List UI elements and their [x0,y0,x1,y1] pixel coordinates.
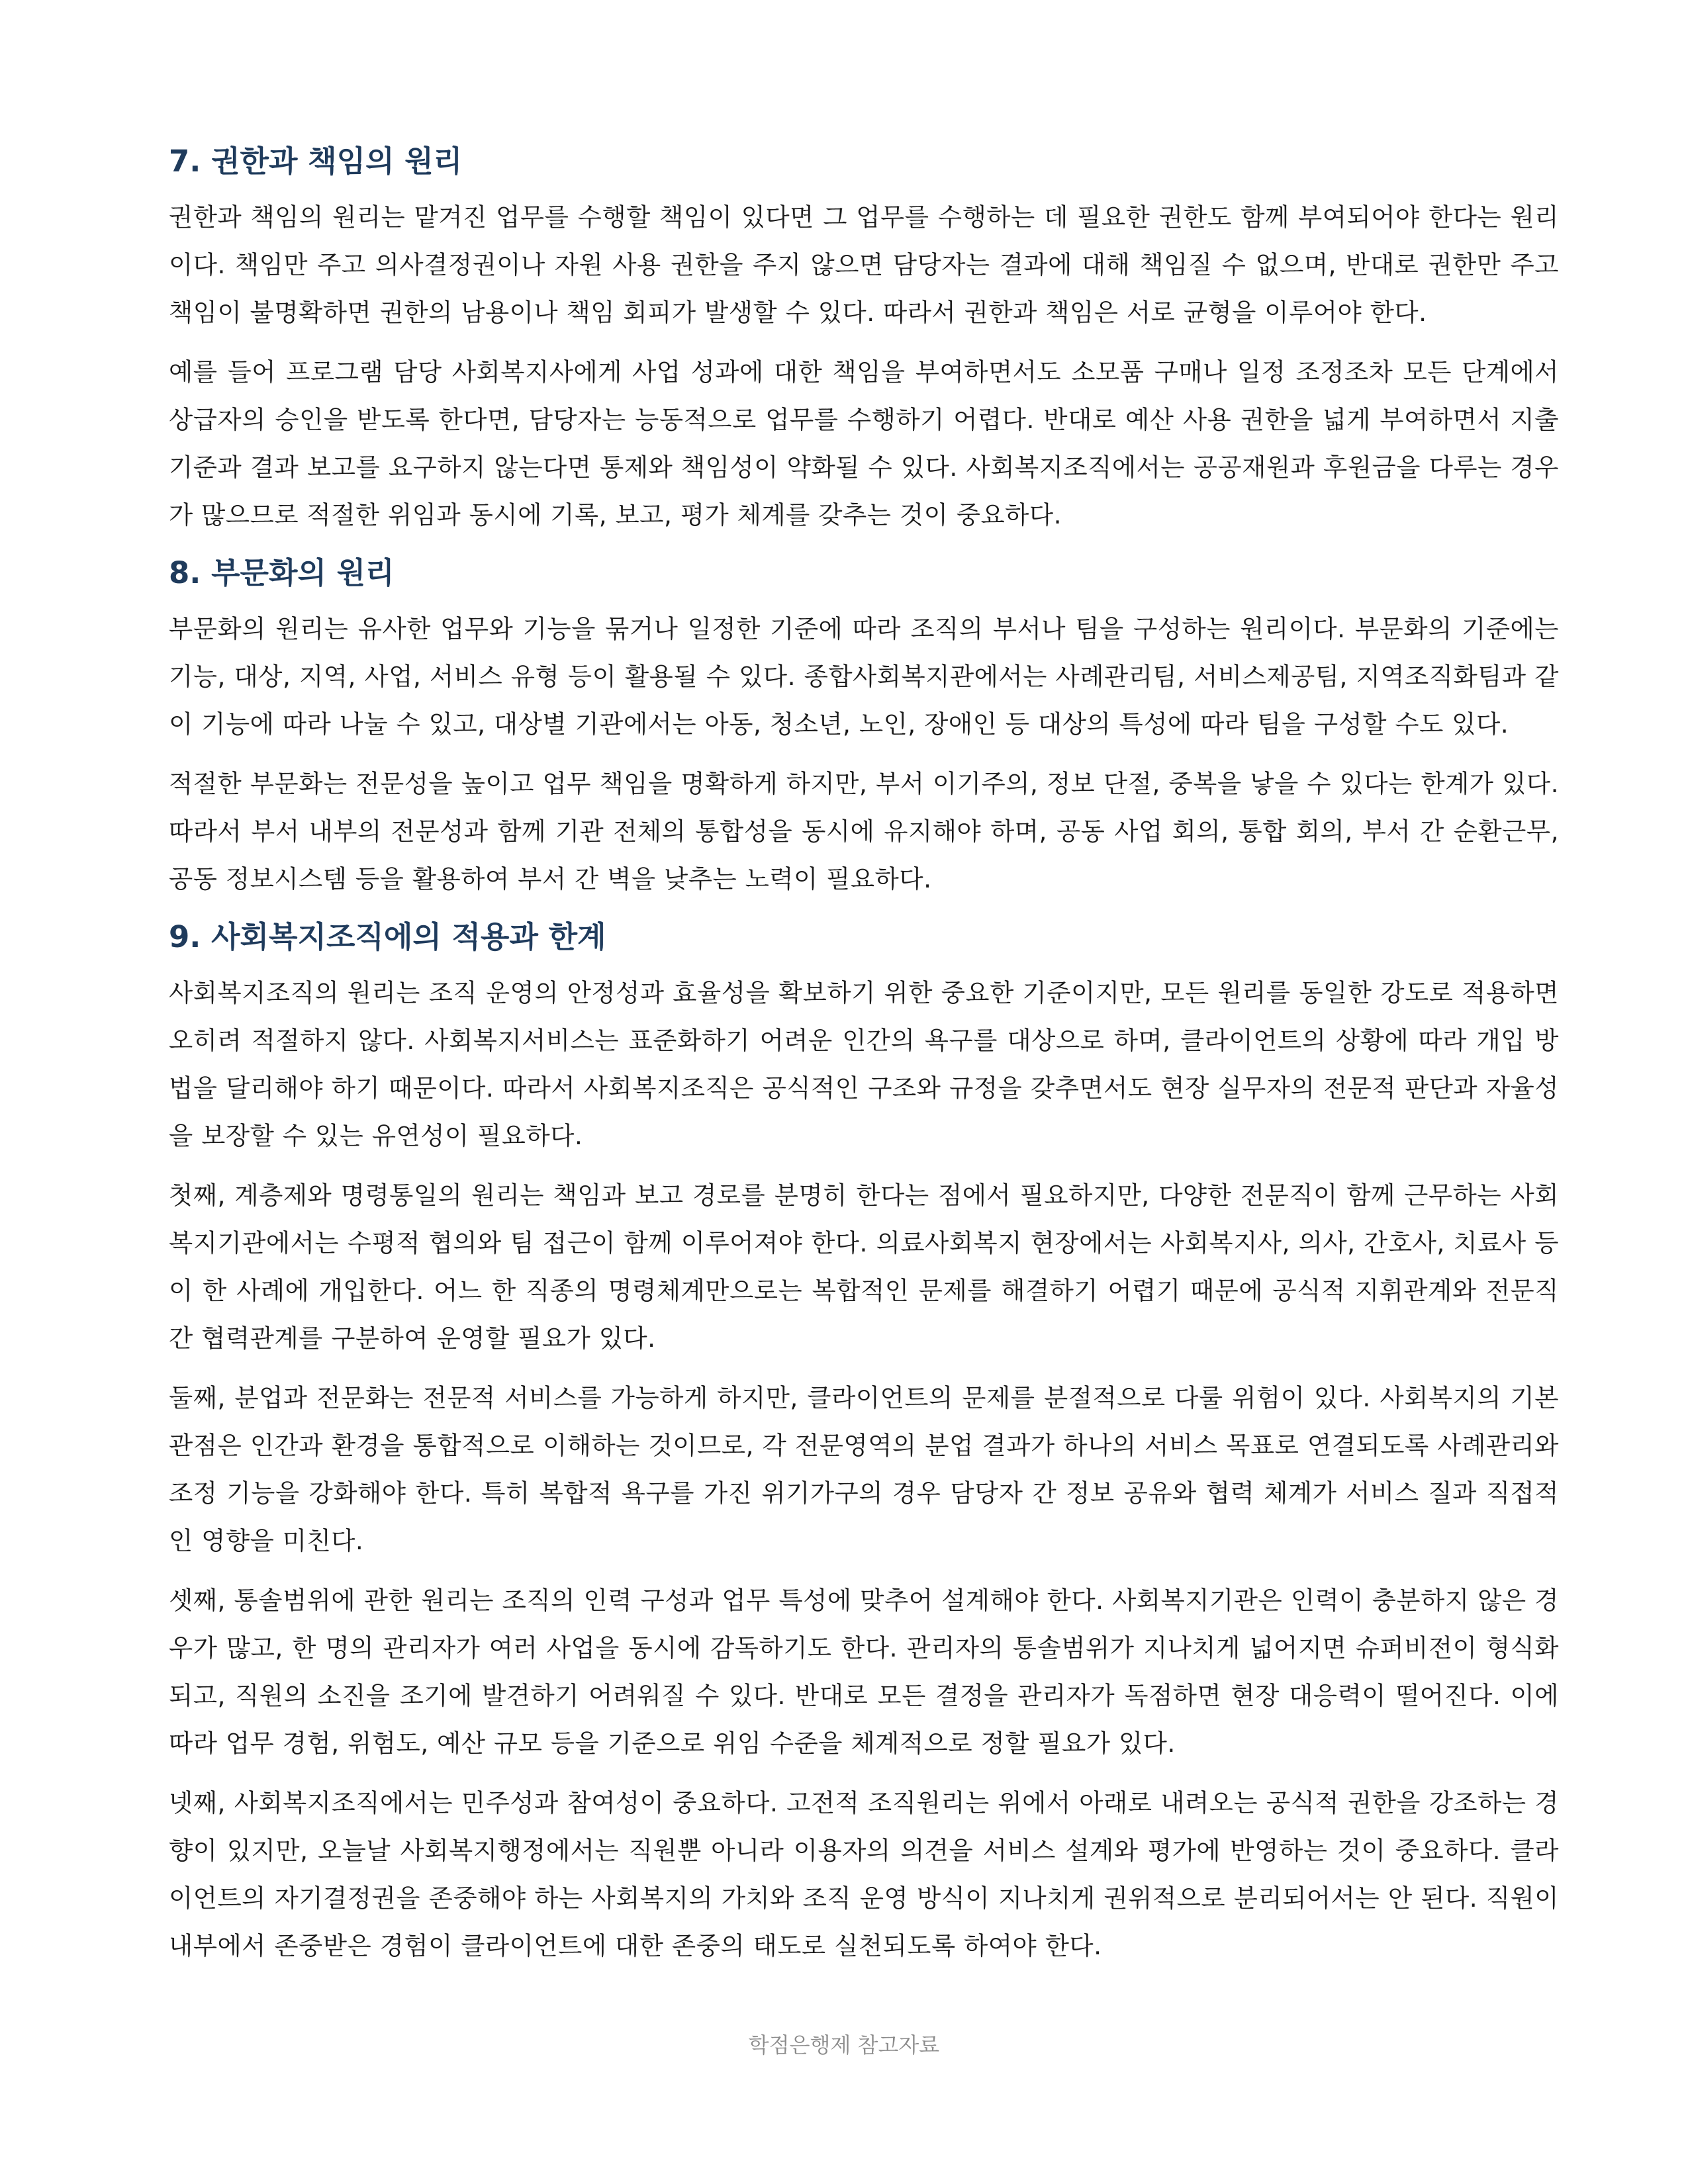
paragraph: 예를 들어 프로그램 담당 사회복지사에게 사업 성과에 대한 책임을 부여하면서도 소모품 구매나 일정 조정조차 모든 단계에서 상급자의 승인을 받도록 한다면, 담당자는 능동적으로 업무를 수행하기 어렵다. 반대로 예산 사용 권한을 넓게 부여하면서 지출 기준과 결과 보고를 요구하지 않는다면 통제와 책임성이 약화될 수 있다. 사회복지조직에서는 공공재원과 후원금을 다루는 경우가 많으므로 적절한 위임과 동시에 기록, 보고, 평가 체계를 갖추는 것이 중요하다. [169,357,1559,529]
paragraph: 둘째, 분업과 전문화는 전문적 서비스를 가능하게 하지만, 클라이언트의 문제를 분절적으로 다룰 위험이 있다. 사회복지의 기본 관점은 인간과 환경을 통합적으로 이해하는 것이므로, 각 전문영역의 분업 결과가 하나의 서비스 목표로 연결되도록 사례관리와 조정 기능을 강화해야 한다. 특히 복합적 욕구를 가진 위기가구의 경우 담당자 간 정보 공유와 협력 체계가 서비스 질과 직접적인 영향을 미친다. [169,1383,1559,1555]
paragraph: 권한과 책임의 원리는 맡겨진 업무를 수행할 책임이 있다면 그 업무를 수행하는 데 필요한 권한도 함께 부여되어야 한다는 원리이다. 책임만 주고 의사결정권이나 자원 사용 권한을 주지 않으면 담당자는 결과에 대해 책임질 수 없으며, 반대로 권한만 주고 책임이 불명확하면 권한의 남용이나 책임 회피가 발생할 수 있다. 따라서 권한과 책임은 서로 균형을 이루어야 한다. [169,203,1559,327]
section-heading: 8. 부문화의 원리 [169,555,395,590]
document-page [169,139,1559,1981]
section-authority-responsibility [169,139,1559,539]
paragraph: 넷째, 사회복지조직에서는 민주성과 참여성이 중요하다. 고전적 조직원리는 위에서 아래로 내려오는 공식적 권한을 강조하는 경향이 있지만, 오늘날 사회복지행정에서는 직원뿐 아니라 이용자의 의견을 서비스 설계와 평가에 반영하는 것이 중요하다. 클라이언트의 자기결정권을 존중해야 하는 사회복지의 가치와 조직 운영 방식이 지나치게 권위적으로 분리되어서는 안 된다. 직원이 내부에서 존중받은 경험이 클라이언트에 대한 존중의 태도로 실천되도록 하여야 한다. [169,1788,1559,1960]
paragraph: 적절한 부문화는 전문성을 높이고 업무 책임을 명확하게 하지만, 부서 이기주의, 정보 단절, 중복을 낳을 수 있다는 한계가 있다. 따라서 부서 내부의 전문성과 함께 기관 전체의 통합성을 동시에 유지해야 하며, 공동 사업 회의, 통합 회의, 부서 간 순환근무, 공동 정보시스템 등을 활용하여 부서 간 벽을 낮추는 노력이 필요하다. [169,769,1559,893]
section-application-limits [169,915,1559,1970]
paragraph: 첫째, 계층제와 명령통일의 원리는 책임과 보고 경로를 분명히 한다는 점에서 필요하지만, 다양한 전문직이 함께 근무하는 사회복지기관에서는 수평적 협의와 팀 접근이 함께 이루어져야 한다. 의료사회복지 현장에서는 사회복지사, 의사, 간호사, 치료사 등이 한 사례에 개입한다. 어느 한 직종의 명령체계만으로는 복합적인 문제를 해결하기 어렵기 때문에 공식적 지휘관계와 전문직 간 협력관계를 구분하여 운영할 필요가 있다. [169,1181,1559,1353]
section-heading: 9. 사회복지조직에의 적용과 한계 [169,919,606,954]
page-footer: 학점은행제 참고자료 [748,2032,940,2058]
paragraph: 사회복지조직의 원리는 조직 운영의 안정성과 효율성을 확보하기 위한 중요한 기준이지만, 모든 원리를 동일한 강도로 적용하면 오히려 적절하지 않다. 사회복지서비스는 표준화하기 어려운 인간의 욕구를 대상으로 하며, 클라이언트의 상황에 따라 개입 방법을 달리해야 하기 때문이다. 따라서 사회복지조직은 공식적인 구조와 규정을 갖추면서도 현장 실무자의 전문적 판단과 자율성을 보장할 수 있는 유연성이 필요하다. [169,978,1559,1150]
section-departmentalization [169,551,1559,903]
paragraph: 부문화의 원리는 유사한 업무와 기능을 묶거나 일정한 기준에 따라 조직의 부서나 팀을 구성하는 원리이다. 부문화의 기준에는 기능, 대상, 지역, 사업, 서비스 유형 등이 활용될 수 있다. 종합사회복지관에서는 사례관리팀, 서비스제공팀, 지역조직화팀과 같이 기능에 따라 나눌 수 있고, 대상별 기관에서는 아동, 청소년, 노인, 장애인 등 대상의 특성에 따라 팀을 구성할 수도 있다. [169,614,1559,739]
paragraph: 셋째, 통솔범위에 관한 원리는 조직의 인력 구성과 업무 특성에 맞추어 설계해야 한다. 사회복지기관은 인력이 충분하지 않은 경우가 많고, 한 명의 관리자가 여러 사업을 동시에 감독하기도 한다. 관리자의 통솔범위가 지나치게 넓어지면 슈퍼비전이 형식화되고, 직원의 소진을 조기에 발견하기 어려워질 수 있다. 반대로 모든 결정을 관리자가 독점하면 현장 대응력이 떨어진다. 이에 따라 업무 경험, 위험도, 예산 규모 등을 기준으로 위임 수준을 체계적으로 정할 필요가 있다. [169,1586,1559,1758]
section-heading: 7. 권한과 책임의 원리 [169,144,463,179]
